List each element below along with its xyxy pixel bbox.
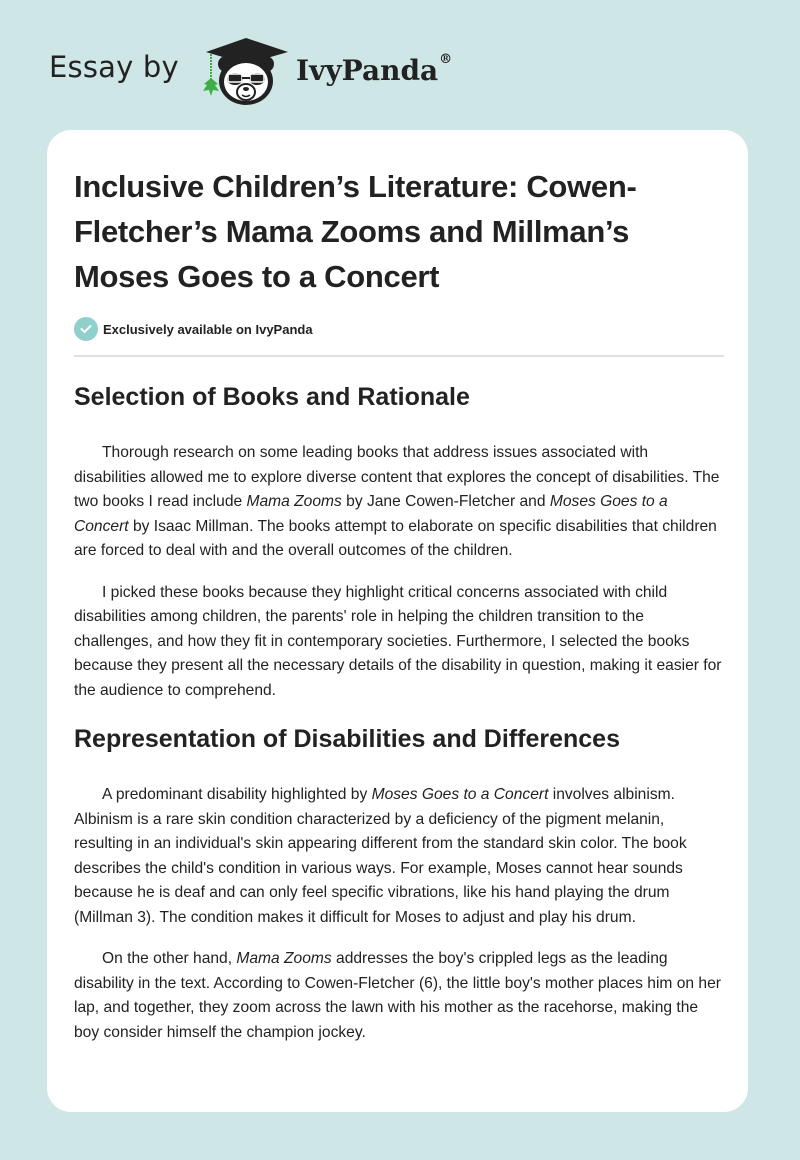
page-title: Inclusive Children’s Literature: Cowen-Fletcher’s Mama Zooms and Millman’s Moses Goes to a Concert bbox=[74, 169, 637, 294]
paragraph bbox=[74, 441, 724, 564]
book-title: Mama Zooms bbox=[236, 950, 332, 967]
brand-name[interactable] bbox=[296, 54, 452, 87]
text: addresses the boy's crippled legs as the leading disability in the text. According to Cowen-Fletcher (6), the little boy's mother places him on her lap, and together, they zoom across the lawn with his mother as the racehorse, making the boy consider himself the champion jockey. bbox=[74, 950, 721, 1041]
essay-content bbox=[74, 130, 724, 1045]
text: by Jane Cowen-Fletcher and bbox=[341, 493, 550, 510]
text: involves albinism. Albinism is a rare skin condition characterized by a deficiency of the pigment melanin, resulting in an individual's skin appearing different from the standard skin color. The book describes the child's condition in various ways. For example, Moses cannot hear sounds because he is deaf and can only feel specific vibrations, like his hand playing the drum (Millman 3). The condition makes it difficult for Moses to adjust and play his drum. bbox=[74, 786, 687, 926]
essay-card bbox=[47, 130, 748, 1112]
paragraph bbox=[74, 581, 724, 704]
essay-by-label: Essay by bbox=[49, 50, 179, 84]
text: I picked these books because they highlight critical concerns associated with child disabilities among children, the parents' role in helping the children transition to the challenges, and how they fit in contemporary societies. Furthermore, I selected the books because they present all the necessary details of the disability in question, making it easier for the audience to comprehend. bbox=[74, 583, 722, 699]
registered-mark: ® bbox=[439, 52, 453, 67]
book-title: Moses Goes to a Concert bbox=[74, 493, 668, 535]
section-selection-of-books bbox=[74, 379, 724, 703]
text: Thorough research on some leading books that address issues associated with disabilities allowed me to explore diverse content that explores the concept of disabilities. The two books I read include bbox=[74, 444, 720, 510]
site-header bbox=[0, 0, 800, 130]
section-heading: Selection of Books and Rationale bbox=[74, 383, 470, 411]
divider bbox=[74, 355, 724, 357]
badge-label: Exclusively available on IvyPanda bbox=[103, 321, 313, 337]
section-heading: Representation of Disabilities and Differences bbox=[74, 725, 620, 753]
book-title: Moses Goes to a Concert bbox=[371, 786, 549, 803]
brand-text: IvyPanda bbox=[296, 54, 439, 87]
paragraph bbox=[74, 947, 724, 1045]
book-title: Mama Zooms bbox=[246, 493, 342, 510]
section-representation bbox=[74, 721, 724, 1045]
exclusive-badge bbox=[74, 317, 724, 341]
panda-graduation-cap-icon[interactable] bbox=[200, 34, 292, 108]
paragraph bbox=[74, 783, 724, 930]
text: by Isaac Millman. The books attempt to elaborate on specific disabilities that children are forced to deal with and the overall outcomes of the children. bbox=[74, 517, 717, 559]
check-circle-icon bbox=[74, 317, 98, 341]
text: A predominant disability highlighted by bbox=[102, 786, 372, 803]
text: On the other hand, bbox=[102, 950, 237, 967]
